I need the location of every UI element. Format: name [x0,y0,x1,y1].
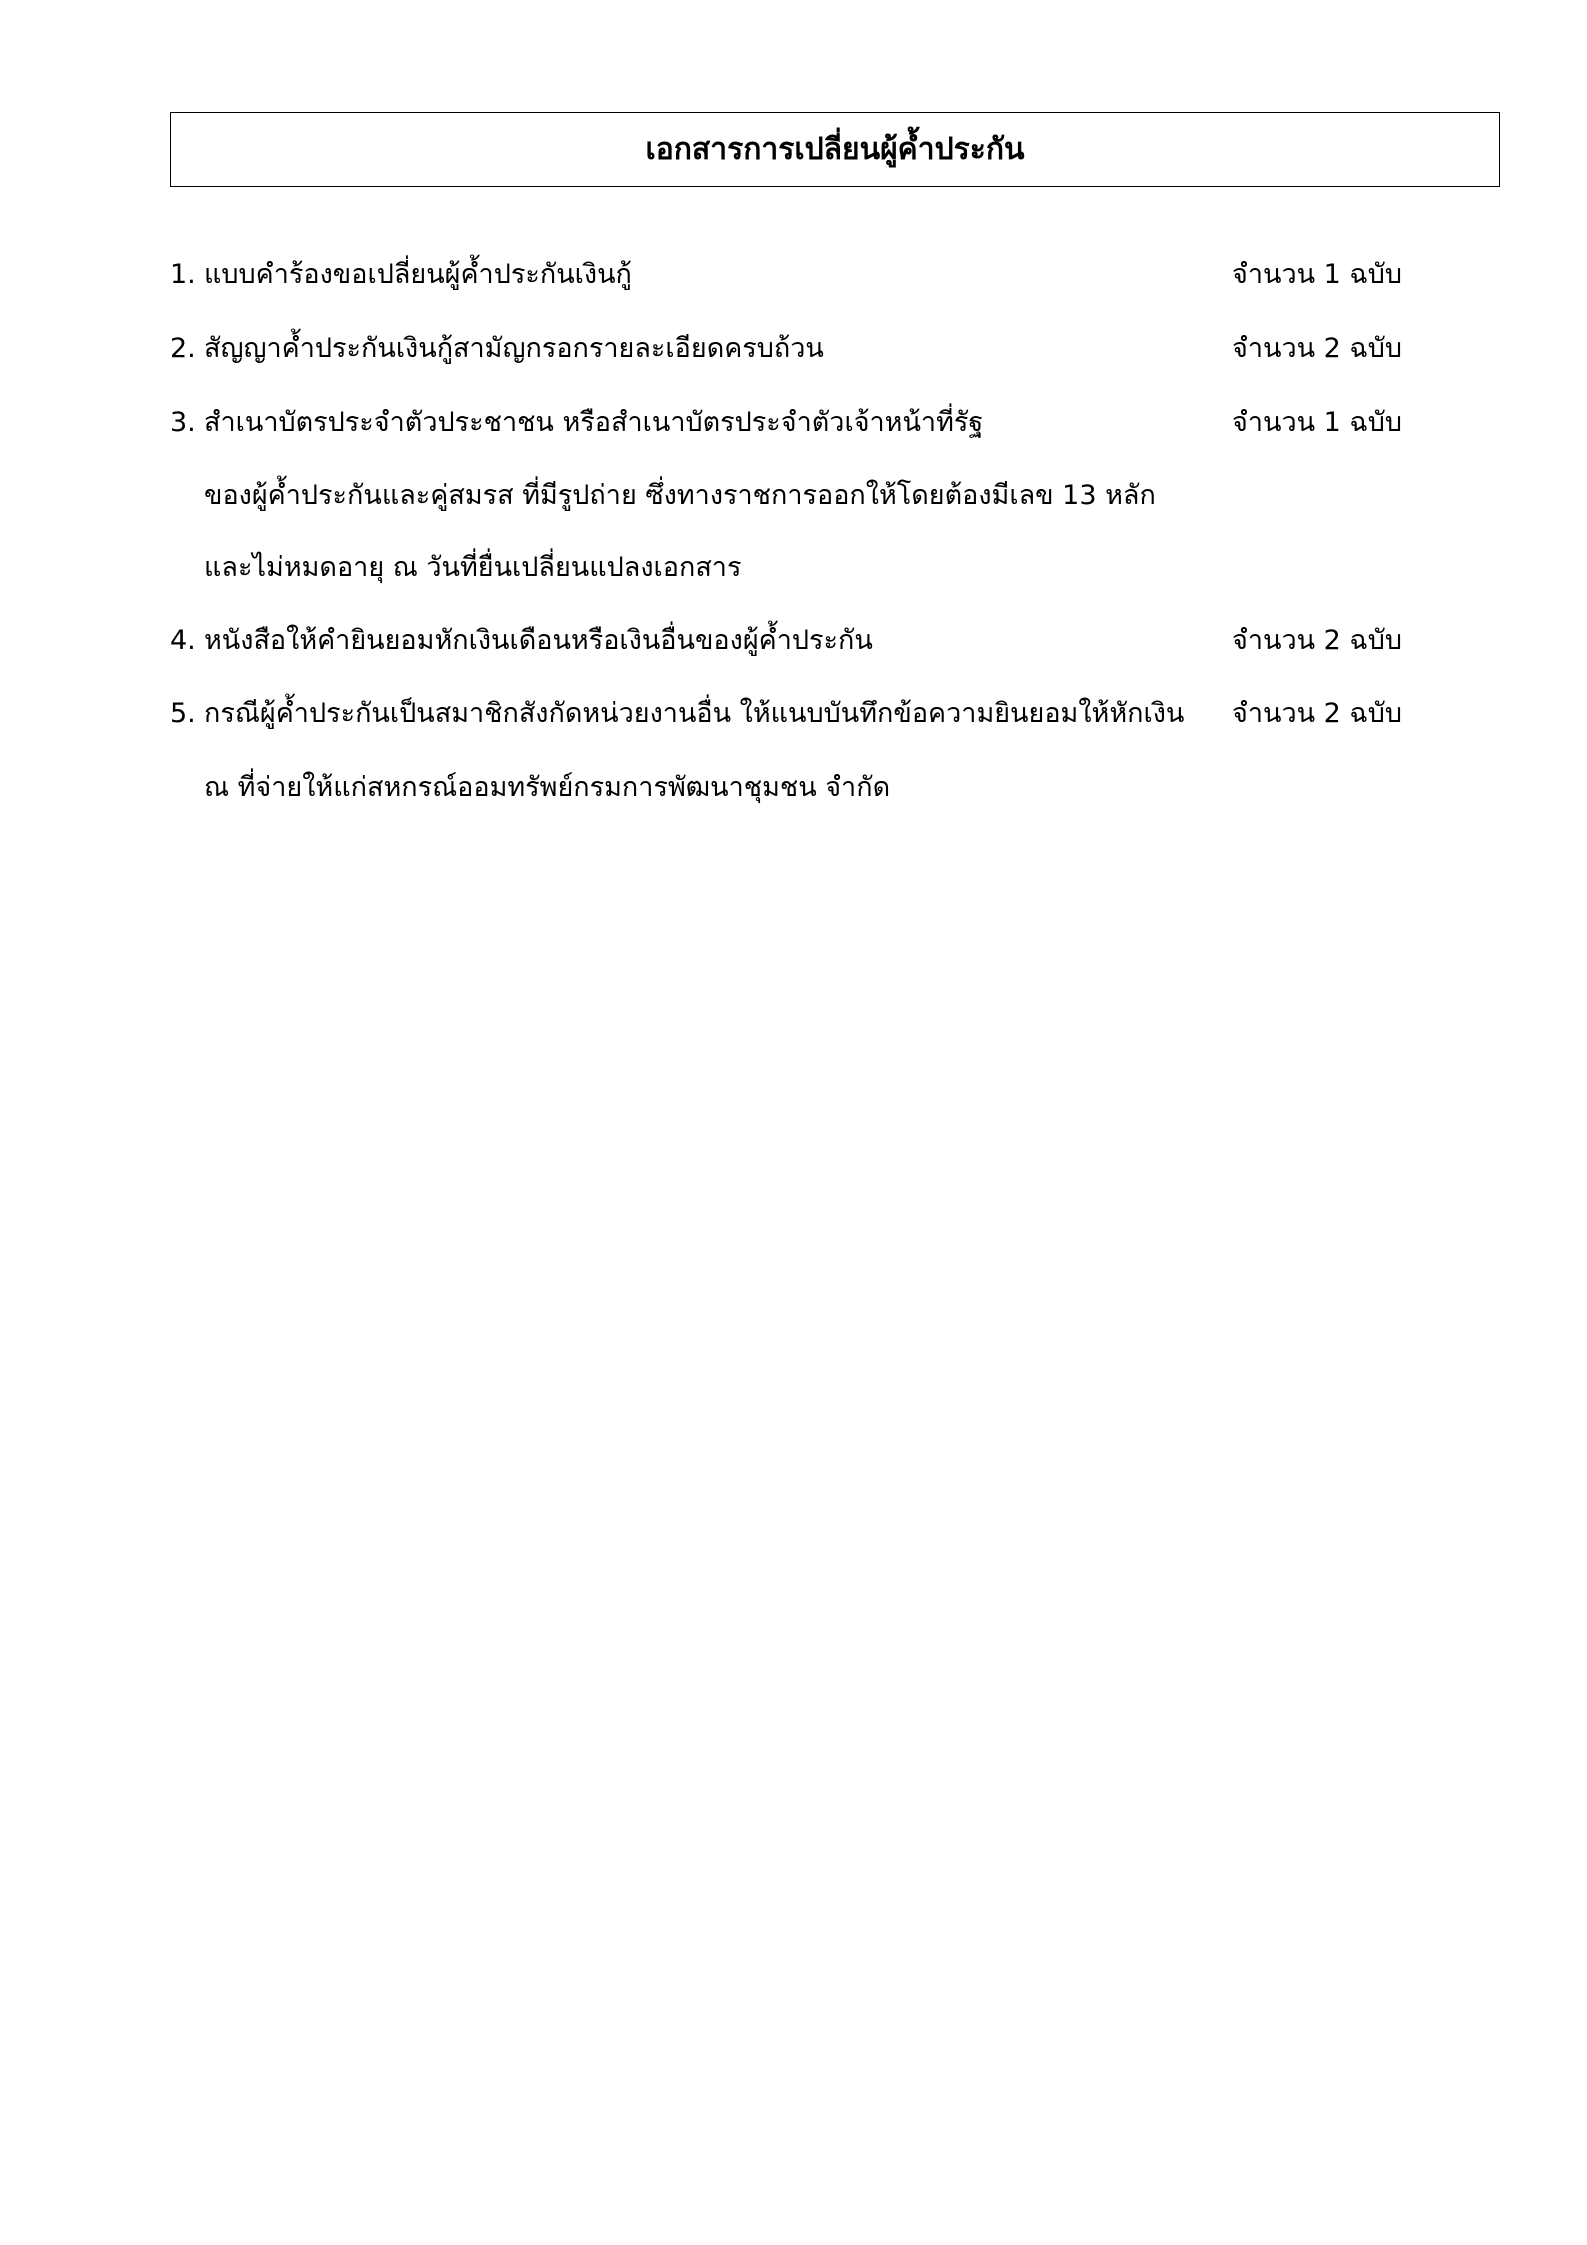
item-number: 4. [170,625,196,656]
list-item-1 [170,250,1430,300]
item-text: แบบคำร้องขอเปลี่ยนผู้ค้ำประกันเงินกู้ [204,259,632,290]
list-item-3-continuation [170,543,1430,593]
item-text: สัญญาค้ำประกันเงินกู้สามัญกรอกรายละเอียดครบถ้วน [204,333,824,364]
item-number: 5. [170,698,196,729]
item-number: 1. [170,259,196,290]
document-title: เอกสารการเปลี่ยนผู้ค้ำประกัน [645,131,1025,167]
item-text: หนังสือให้คำยินยอมหักเงินเดือนหรือเงินอื่นของผู้ค้ำประกัน [204,625,873,656]
title-box [170,112,1500,187]
item-quantity: จำนวน 2 ฉบับ [1232,333,1403,364]
list-item-3 [170,398,1430,448]
list-item-4 [170,616,1430,666]
list-item-2 [170,324,1430,374]
list-item-5-continuation [170,763,1430,813]
item-number: 2. [170,333,196,364]
item-quantity: จำนวน 2 ฉบับ [1232,625,1403,656]
item-text: สำเนาบัตรประจำตัวประชาชน หรือสำเนาบัตรประจำตัวเจ้าหน้าที่รัฐ [204,407,984,438]
list-item-3-continuation [170,471,1430,521]
item-text: ของผู้ค้ำประกันและคู่สมรส ที่มีรูปถ่าย ซึ่งทางราชการออกให้โดยต้องมีเลข 13 หลัก [204,480,1156,511]
item-number: 3. [170,407,196,438]
item-quantity: จำนวน 1 ฉบับ [1232,407,1403,438]
item-quantity: จำนวน 1 ฉบับ [1232,259,1403,290]
item-text: ณ ที่จ่ายให้แก่สหกรณ์ออมทรัพย์กรมการพัฒนาชุมชน จำกัด [204,772,891,803]
item-text: และไม่หมดอายุ ณ วันที่ยื่นเปลี่ยนแปลงเอกสาร [204,552,742,583]
list-item-5 [170,689,1430,739]
item-quantity: จำนวน 2 ฉบับ [1232,698,1403,729]
item-text: กรณีผู้ค้ำประกันเป็นสมาชิกสังกัดหน่วยงานอื่น ให้แนบบันทึกข้อความยินยอมให้หักเงิน [204,698,1185,729]
